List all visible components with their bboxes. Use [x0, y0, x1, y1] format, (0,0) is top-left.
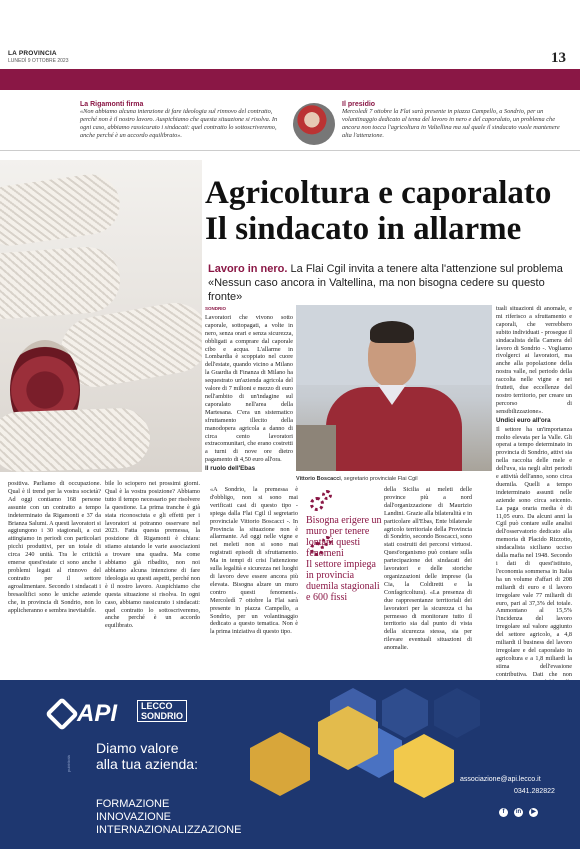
subheadline: [208, 262, 578, 304]
article-column-3: [384, 486, 472, 653]
social-links: [497, 800, 538, 818]
api-logo-icon: [45, 697, 79, 731]
caption-name: Vittorio Boscacci: [296, 476, 341, 482]
hexagon-decoration: [382, 688, 428, 738]
ad-label: pubblicità: [66, 755, 71, 772]
article-paragraph: «A Sondrio, la premessa è d'obbligo, non si sono mai verificati casi di questo tipo - spiega dalla Flai Cgil il segretario provinciale Vittorio Boscacci -. In Provincia la situazione non è allarmante. Ad oggi nelle vigne e nei meleti non si sono mai registrati episodi di sfruttamento. Ma in tempi di crisi l'attenzione sulla legalità e sicurezza nei luoghi di lavoro deve essere ancora più elevata. Bisogna alzare un muro contro questi fenomeni». Mercoledì 7 ottobre la Flai sarà presente in piazza Campello, a Sondrio, per un volantinaggio dedicato a questo tematica. Non è la prima iniziativa di questo tipo.: [210, 486, 298, 636]
article-paragraph: della Sicilia ai meleti delle province più a nord dall'organizzazione di Maurizio Landini. Grazie alla bilateralità e in particolare all'Ebas, Ente bilaterale agricolo territoriale della Provincia di Sondrio, secondo Boscacci, sono stati costruiti dei percorsi virtuosi. Quest'organismo può contare sulla partecipazione dei sindacati dei lavoratori e delle storiche organizzazioni delle imprese (la Cia, la Coldiretti e la Confagricoltura). «La presenza di due rappresentanze territoriali dei lavoratori per la sicurezza ci ha permesso di monitorare tutto il territorio sia dal punto di vista della sicurezza stessa, sia per rilevare eventuali situazioni di anomalie.: [384, 486, 472, 652]
salami-shape: [0, 171, 123, 250]
article-paragraph: Lavoratori che vivono sotto caporale, sottopagati, a volte in nero, senza orari e senza sicurezza, obbligati a comprare dal caporale cibo e acqua. L'allarme in Lombardia è scoppiato nel cuore dell'estate, quando vicino a Milano la Guardia di Finanza di Milano ha sequestrato un'azienda agricola del valore di 7 milioni e mezzo di euro nell'ambito di un'indagine sul caporalato nell'area della Martesana. C'era un sistematico sfruttamento illecito della manodopera agricola a danno di circa cento lavoratori extracomunitari, che erano costretti a turni di nove ore dietro pagamento di 4,50 euro all'ora.: [205, 313, 293, 464]
photo-caption: [296, 476, 492, 482]
tagline-line-2: alla tua azienda:: [96, 756, 198, 772]
presidio-photo: [293, 103, 335, 145]
quote-text: Mercoledì 7 ottobre la Flai sarà presente in piazza Campello, a Sondrio, per un volantinaggio dedicato al tema del lavoro in nero e del caporalato, un problema che ancora non tocca l'agricoltura in Valtellina ma sul quale il sindacato vuole mantenere alta l'attenzione.: [342, 108, 560, 139]
article-column-1: [205, 305, 293, 474]
subhead-kicker: Lavoro in nero.: [208, 263, 288, 275]
quote-text: «Non abbiamo alcuna intenzione di fare ideologia sul rinnovo del contratto, perché non è il nostro lavoro. Auspichiamo che questa situazione si risolva. In ogni caso, abbiamo rassicurato i sindacati: quel contratto lo sottoscriveremo, anche perché è un accordo equilibrato».: [80, 108, 278, 139]
subhead-text: La Flai Cgil invita a tenere alta l'attenzione sul problema «Nessun caso ancora in Valtellina, ma non bisogna cedere su questo fronte»: [208, 263, 563, 303]
api-advertisement[interactable]: [0, 680, 580, 849]
ad-phone[interactable]: 0341.282822: [514, 788, 555, 795]
ad-email-link[interactable]: associazione@api.lecco.it: [460, 776, 541, 783]
newspaper-name: LA PROVINCIA: [8, 50, 57, 57]
ad-services-list: [96, 798, 241, 837]
quote-rigamonti: [80, 101, 285, 140]
hexagon-decoration: [434, 688, 480, 738]
article-column-4: [496, 305, 572, 704]
section-bar: [0, 69, 580, 90]
youtube-icon[interactable]: ▶: [529, 808, 538, 817]
article-paragraph: tuali situazioni di anomale, e mi riferisco a sfruttamento e caporali, che verrebbero subito individuati - prosegue il sindacalista della Camera del lavoro di Sondrio -. Vogliamo rivolgerci ai lavoratori, ma anche alla popolazione della nostra valle, nel periodo della raccolta nelle vigne e nei frutteti, due eccellenze del nostro territorio, per creare un percorso di sensibilizzazione».: [496, 305, 572, 415]
logo-lecco: LECCO: [141, 701, 173, 711]
logo-sondrio: SONDRIO: [141, 711, 184, 721]
gear-icon: [310, 542, 324, 556]
furniture-shape: [296, 425, 336, 471]
hair-shape: [370, 321, 414, 343]
article-subhead: Il ruolo dell'Ebas: [205, 465, 256, 473]
divider: [0, 150, 580, 151]
service-item: INTERNAZIONALIZZAZIONE: [96, 824, 242, 836]
gear-icon: [322, 490, 332, 500]
service-item: FORMAZIONE: [96, 798, 170, 810]
interview-column-1: [8, 480, 101, 615]
caption-role: , segretario provinciale Flai Cgil: [340, 476, 418, 482]
facebook-icon[interactable]: f: [499, 808, 508, 817]
headline-line-1: Agricoltura e caporalato: [205, 175, 552, 211]
headline-line-2: Il sindacato in allarme: [205, 211, 522, 247]
api-logo-box: [137, 700, 187, 722]
mortarboard-icon: [250, 732, 310, 796]
quote-title: Il presidio: [342, 101, 376, 108]
gear-icon: [310, 497, 324, 511]
interview-text: bile lo sciopero nei prossimi giorni. Qual è la vostra posizione? Abbiamo tutto il tempo necessario per risolvere la questione. La prima tranche è già stata riconosciuta e gli effetti per i lavoratori si potranno osservare nel 2023. Fatta questa premessa, la posizione di Rigamonti è chiara: stiamo aiutando le varie associazioni a trovare una quadra. Ma come abbiamo già ribadito, non noi abbiamo alcuna intenzione di fare ideologia su questi aspetti, perché non è il nostro lavoro. Auspichiamo che questa situazione si risolva. In ogni caso, abbiamo rassicurato i sindacati: quel contratto lo sottoscriveremo, anche perché è un accordo equilibrato.: [105, 480, 200, 630]
dateline: SONDRIO: [205, 306, 227, 311]
quote-presidio: [342, 101, 570, 140]
api-logo: API: [77, 700, 118, 727]
bresaola-photo: [0, 160, 202, 472]
salami-shape: [0, 407, 151, 472]
tagline-line-1: Diamo valore: [96, 740, 179, 756]
gear-icon: [322, 536, 332, 546]
boscacci-photo: [296, 305, 492, 471]
interview-text: positiva. Parliamo di occupazione. Qual è il trend per la vostra società? Ad oggi contiamo 168 persone assunte con un contratto a tempo indeterminato da Rigamonti e 37 da Brianza Salumi. A questi lavoratori si aggiungono i 30 stagionali, a cui attingiamo in periodi con particolari picchi produttivi, per un totale di circa 240 unità. Tra le criticità emerse quest'estate ci sono anche i problemi legati al rinnovo del contratto per il settore agroalimentare. Secondo i sindacati i bresaolifici sono le uniche aziende che, in provincia di Sondrio, non lo applicheranno e sembra inevitabile.: [8, 480, 101, 614]
pull-quote-1: Bisogna erigere un muro per tenere lontani questi fenomeni: [306, 515, 382, 559]
salami-shape: [0, 245, 122, 321]
article-subhead: Undici euro all'ora: [496, 416, 551, 424]
interview-column-2: [105, 480, 200, 631]
article-column-2: [210, 486, 298, 637]
page-number: 13: [551, 50, 566, 66]
article-paragraph: Il settore ha un'importanza molto elevata per la Valle. Gli operai a tempo determinato in provincia di Sondrio, attivi sia nella raccolta delle mele e dell'uva, sia negli altri periodi e attività dell'anno, sono circa duemila. Quelli a tempo indeterminato assunti nelle aziende sono circa seicento. La paga oraria media è di 11,05 euro. Da alcuni anni la Cgil può contare sulle analisi dell'osservatorio dedicato alla memoria di Placido Rizzotto, sindacalista siciliano ucciso dalla mafia nel 1948. Secondo i dati di quest'istituto, l'economia sommersa in Italia ha un volume d'affari di 208 miliardi di euro e il lavoro irregolare vale 77 miliardi di euro, pari al 37,3% del totale. Ammontano al 15,5% l'incidenza del lavoro irregolare sul valore aggiunto del settore agricolo, a 4,8 miliardi il business del lavoro irregolare e del caporalato in agricoltura e a 1,8 miliardi la stima dell'evasione contributiva. Dati che non: [496, 425, 572, 678]
service-item: INNOVAZIONE: [96, 811, 171, 823]
headline: [205, 175, 575, 247]
linkedin-icon[interactable]: in: [515, 809, 522, 815]
pull-quote-2: Il settore impiega in provincia duemila stagionali e 600 fissi: [306, 559, 380, 603]
quote-title: La Rigamonti firma: [80, 101, 144, 108]
globe-icon: [394, 734, 454, 798]
issue-date: LUNEDÌ 9 OTTOBRE 2023: [8, 58, 69, 64]
ad-tagline: [96, 740, 198, 772]
